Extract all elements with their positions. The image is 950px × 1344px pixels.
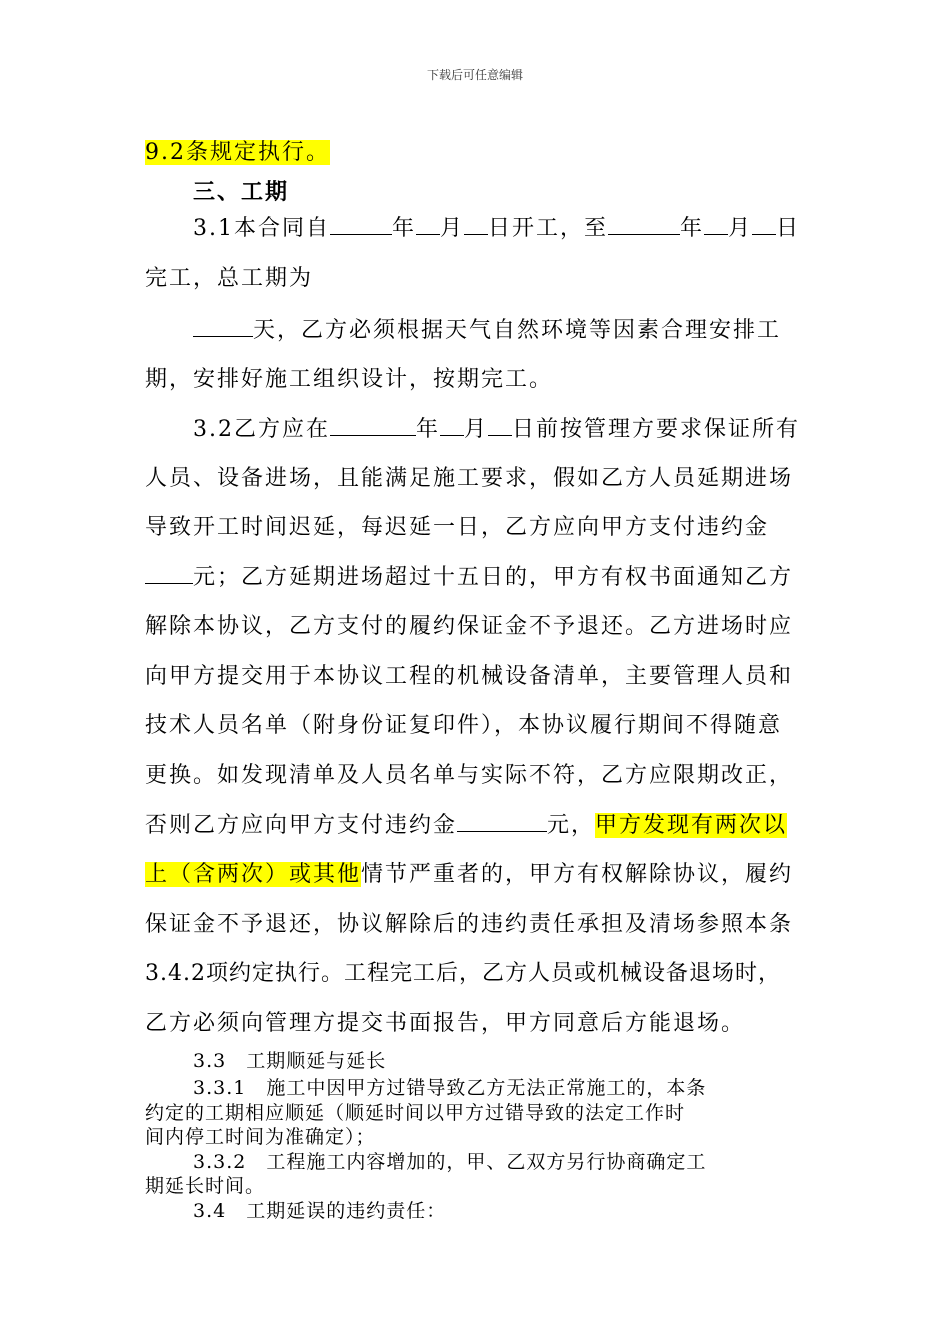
continued-line — [145, 135, 330, 166]
clause-3-3-2-line-1: 3.3.2 工程施工内容增加的，甲、乙双方另行协商确定工 — [193, 1151, 707, 1173]
clause-3-2-line-7: 技术人员名单（附身份证复印件），本协议履行期间不得随意 — [145, 713, 783, 738]
clause-3-2-line-11: 保证金不予退还，协议解除后的违约责任承担及清场参照本条 — [145, 912, 794, 937]
blank-field — [145, 563, 193, 584]
blank-field — [416, 214, 440, 235]
watermark-header: 下载后可任意编辑 — [426, 68, 523, 82]
blank-field — [330, 214, 392, 235]
clause-3-1-line-3: 天，乙方必须根据天气自然环境等因素合理安排工 — [193, 313, 781, 344]
clause-3-1-line-1: 3.1本合同自 年 月 日开工，至 年 月 日 — [193, 216, 801, 241]
blank-field — [608, 214, 680, 235]
clause-3-2-line-9: 否则乙方应向甲方支付违约金 元，甲方发现有两次以 — [145, 813, 788, 838]
blank-field — [752, 214, 776, 235]
highlighted-text: 9.2条规定执行。 — [145, 140, 330, 165]
section-heading: 三、工期 — [193, 179, 290, 205]
clause-3-2-line-13: 乙方必须向管理方提交书面报告，甲方同意后方能退场。 — [145, 1011, 746, 1036]
clause-3-3-1-line-1: 3.3.1 施工中因甲方过错导致乙方无法正常施工的，本条 — [193, 1077, 707, 1099]
clause-3-2-line-2: 人员、设备进场，且能满足施工要求，假如乙方人员延期进场 — [145, 466, 794, 491]
clause-3-4-title: 3.4 工期延误的违约责任： — [193, 1200, 447, 1222]
clause-3-2-line-4: 元；乙方延期进场超过十五日的，甲方有权书面通知乙方 — [145, 560, 793, 591]
clause-3-1-line-4: 期，安排好施工组织设计，按期完工。 — [145, 367, 554, 392]
clause-3-1-line-2: 完工，总工期为 — [145, 266, 314, 291]
clause-3-3-title: 3.3 工期顺延与延长 — [193, 1050, 387, 1072]
clause-3-2-line-3: 导致开工时间迟延，每迟延一日，乙方应向甲方支付违约金 — [145, 515, 770, 540]
blank-field — [330, 415, 416, 436]
clause-3-2-line-12: 3.4.2项约定执行。工程完工后，乙方人员或机械设备退场时， — [145, 961, 781, 986]
clause-3-2-line-5: 解除本协议，乙方支付的履约保证金不予退还。乙方进场时应 — [145, 614, 794, 639]
clause-3-2-line-1: 3.2乙方应在 年 月 日前按管理方要求保证所有 — [193, 417, 801, 442]
blank-field — [457, 811, 547, 832]
blank-field — [193, 316, 253, 337]
clause-3-2-line-10: 上（含两次）或其他情节严重者的，甲方有权解除协议，履约 — [145, 862, 794, 887]
clause-3-3-2-line-2: 期延长时间。 — [145, 1175, 266, 1197]
blank-field — [464, 214, 488, 235]
clause-3-2-line-8: 更换。如发现清单及人员名单与实际不符，乙方应限期改正， — [145, 763, 794, 788]
blank-field — [704, 214, 728, 235]
clause-3-3-1-line-3: 间内停工时间为准确定）； — [145, 1126, 376, 1148]
clause-3-2-line-6: 向甲方提交用于本协议工程的机械设备清单，主要管理人员和 — [145, 664, 794, 689]
blank-field — [440, 415, 464, 436]
highlighted-text: 甲方发现有两次以 — [595, 813, 788, 838]
clause-3-3-1-line-2: 约定的工期相应顺延（顺延时间以甲方过错导致的法定工作时 — [145, 1102, 686, 1124]
blank-field — [488, 415, 512, 436]
highlighted-text: 上（含两次）或其他 — [145, 862, 362, 887]
